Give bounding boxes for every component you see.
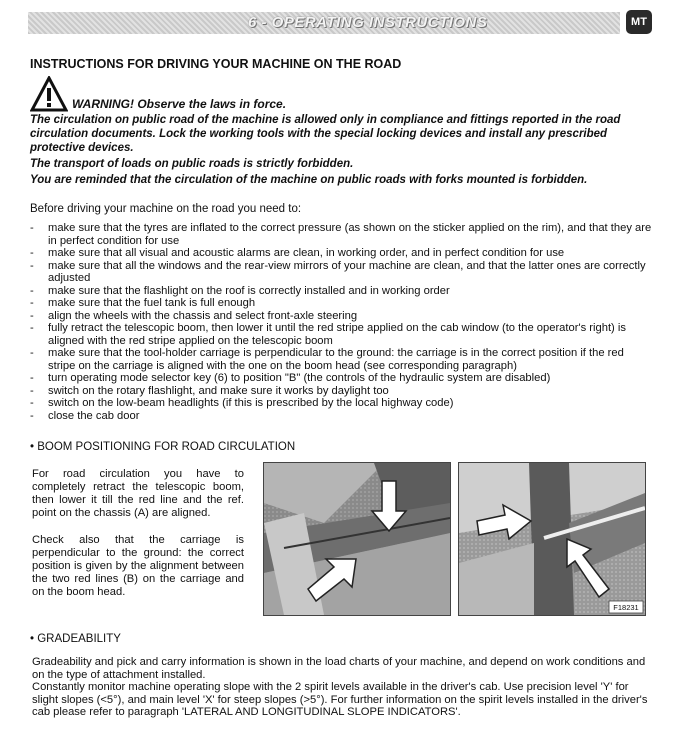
warning-paragraph: The transport of loads on public roads is strictly forbidden.	[30, 158, 354, 170]
list-item: - make sure that all visual and acoustic alarms are clean, in working order, and in perfect condition for use	[30, 247, 652, 260]
chapter-title: 6 - OPERATING INSTRUCTIONS	[248, 14, 488, 31]
boom-heading: • BOOM POSITIONING FOR ROAD CIRCULATION	[30, 441, 296, 453]
boom-photo-left	[263, 462, 451, 616]
list-item: - fully retract the telescopic boom, then lower it until the red stripe applied on the cab window (to the operator's right) is aligned with the red stripe applied on the telescopic boom	[30, 322, 652, 347]
list-item: - align the wheels with the chassis and select front-axle steering	[30, 310, 652, 323]
warning-text	[30, 113, 650, 187]
boom-photo-right	[458, 462, 646, 616]
list-item: - make sure that all the windows and the rear-view mirrors of your machine are clean, and that the latter ones are correctly adjusted	[30, 260, 652, 285]
warning-triangle-icon	[30, 76, 68, 112]
list-item: - switch on the rotary flashlight, and make sure it works by daylight too	[30, 385, 652, 398]
list-item: - close the cab door	[30, 410, 652, 423]
gradeability-heading: • GRADEABILITY	[30, 633, 121, 645]
road-checklist	[30, 222, 652, 422]
warning-heading: WARNING! Observe the laws in force.	[72, 97, 287, 111]
header-band	[28, 12, 620, 34]
warning-paragraph: You are reminded that the circulation of the machine on public roads with forks mounted is forbidden.	[30, 174, 588, 186]
photo-code: F18231	[613, 603, 639, 612]
boom-paragraph: For road circulation you have to completely retract the telescopic boom, then lower it till the red line and the ref. point on the chassis (A) are aligned.	[32, 468, 244, 519]
gradeability-paragraph: Gradeability and pick and carry information is shown in the load charts of your machine, and depend on work conditions and on the type of attachment installed.	[32, 656, 646, 681]
gradeability-paragraph: Constantly monitor machine operating slope with the 2 spirit levels available in the driver's cab. Use precision level 'Y' for slight slopes (<5°), and main level 'X' for steep slopes (>5°). For further information on the spirit levels installed in the driver's cab please refer to paragraph 'LATERAL AND LONGITUDINAL SLOPE INDICATORS'.	[32, 681, 648, 719]
list-item: - turn operating mode selector key (6) to position "B" (the controls of the hydraulic system are disabled)	[30, 372, 652, 385]
warning-paragraph: The circulation on public road of the machine is allowed only in compliance and fittings reported in the road circulation documents. Lock the working tools with the special locking devices and install any prescribed protective devices.	[30, 114, 621, 154]
list-item: - switch on the low-beam headlights (if this is prescribed by the local highway code)	[30, 397, 652, 410]
list-item: - make sure that the flashlight on the roof is correctly installed and in working order	[30, 285, 652, 298]
list-item: - make sure that the fuel tank is full enough	[30, 297, 652, 310]
list-item: - make sure that the tool-holder carriage is perpendicular to the ground: the carriage is in the correct position if the red stripe on the carriage is aligned with the one on the boom head (see corresponding paragraph)	[30, 347, 652, 372]
boom-photo-left-image	[264, 463, 450, 615]
boom-photo-right-image	[459, 463, 645, 615]
section-title: INSTRUCTIONS FOR DRIVING YOUR MACHINE ON THE ROAD	[30, 57, 402, 71]
intro-text: Before driving your machine on the road you need to:	[30, 203, 302, 215]
brand-logo: MT	[626, 10, 652, 34]
gradeability-text	[32, 656, 654, 719]
boom-paragraph: Check also that the carriage is perpendicular to the ground: the correct position is given by the alignment between the two red lines (B) on the carriage and on the boom head.	[32, 534, 244, 598]
list-item: - make sure that the tyres are inflated to the correct pressure (as shown on the sticker applied on the rim), and that they are in perfect condition for use	[30, 222, 652, 247]
